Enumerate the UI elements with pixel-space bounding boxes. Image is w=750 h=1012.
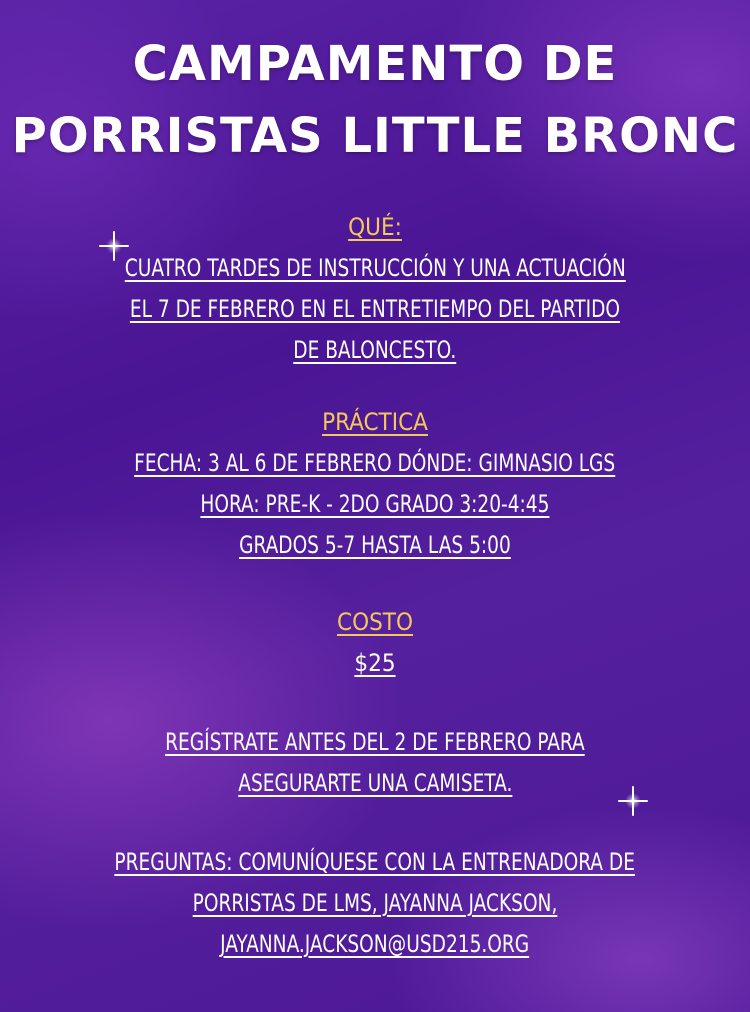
title-line-1: CAMPAMENTO DE xyxy=(132,36,618,92)
section-practica xyxy=(0,402,750,566)
costo-value: $25 xyxy=(354,649,396,677)
costo-heading: COSTO xyxy=(337,608,413,636)
que-line-2: EL 7 DE FEBRERO EN EL ENTRETIEMPO DEL PARTIDO xyxy=(129,295,621,323)
que-line-3: DE BALONCESTO. xyxy=(293,336,457,364)
poster-title xyxy=(0,28,750,172)
practica-line-1: FECHA: 3 AL 6 DE FEBRERO DÓNDE: GIMNASIO LGS xyxy=(134,449,616,477)
contact-email-link[interactable]: JAYANNA.JACKSON@USD215.ORG xyxy=(220,930,530,958)
practica-line-2: HORA: PRE-K - 2DO GRADO 3:20-4:45 xyxy=(200,490,550,518)
section-que xyxy=(0,207,750,371)
preguntas-line-1: PREGUNTAS: COMUNÍQUESE CON LA ENTRENADORA DE xyxy=(114,848,636,876)
que-line-1: CUATRO TARDES DE INSTRUCCIÓN Y UNA ACTUACIÓN xyxy=(124,254,626,282)
registro-line-2: ASEGURARTE UNA CAMISETA. xyxy=(237,769,513,797)
preguntas-line-2: PORRISTAS DE LMS, JAYANNA JACKSON, xyxy=(192,889,558,917)
practica-line-3: GRADOS 5-7 HASTA LAS 5:00 xyxy=(239,531,511,559)
section-preguntas xyxy=(0,842,750,965)
que-heading: QUÉ: xyxy=(348,213,402,241)
section-costo xyxy=(0,602,750,684)
title-line-2: PORRISTAS LITTLE BRONC xyxy=(11,108,739,164)
registro-line-1: REGÍSTRATE ANTES DEL 2 DE FEBRERO PARA xyxy=(165,728,585,756)
practica-heading: PRÁCTICA xyxy=(322,408,428,436)
section-registro xyxy=(0,722,750,804)
